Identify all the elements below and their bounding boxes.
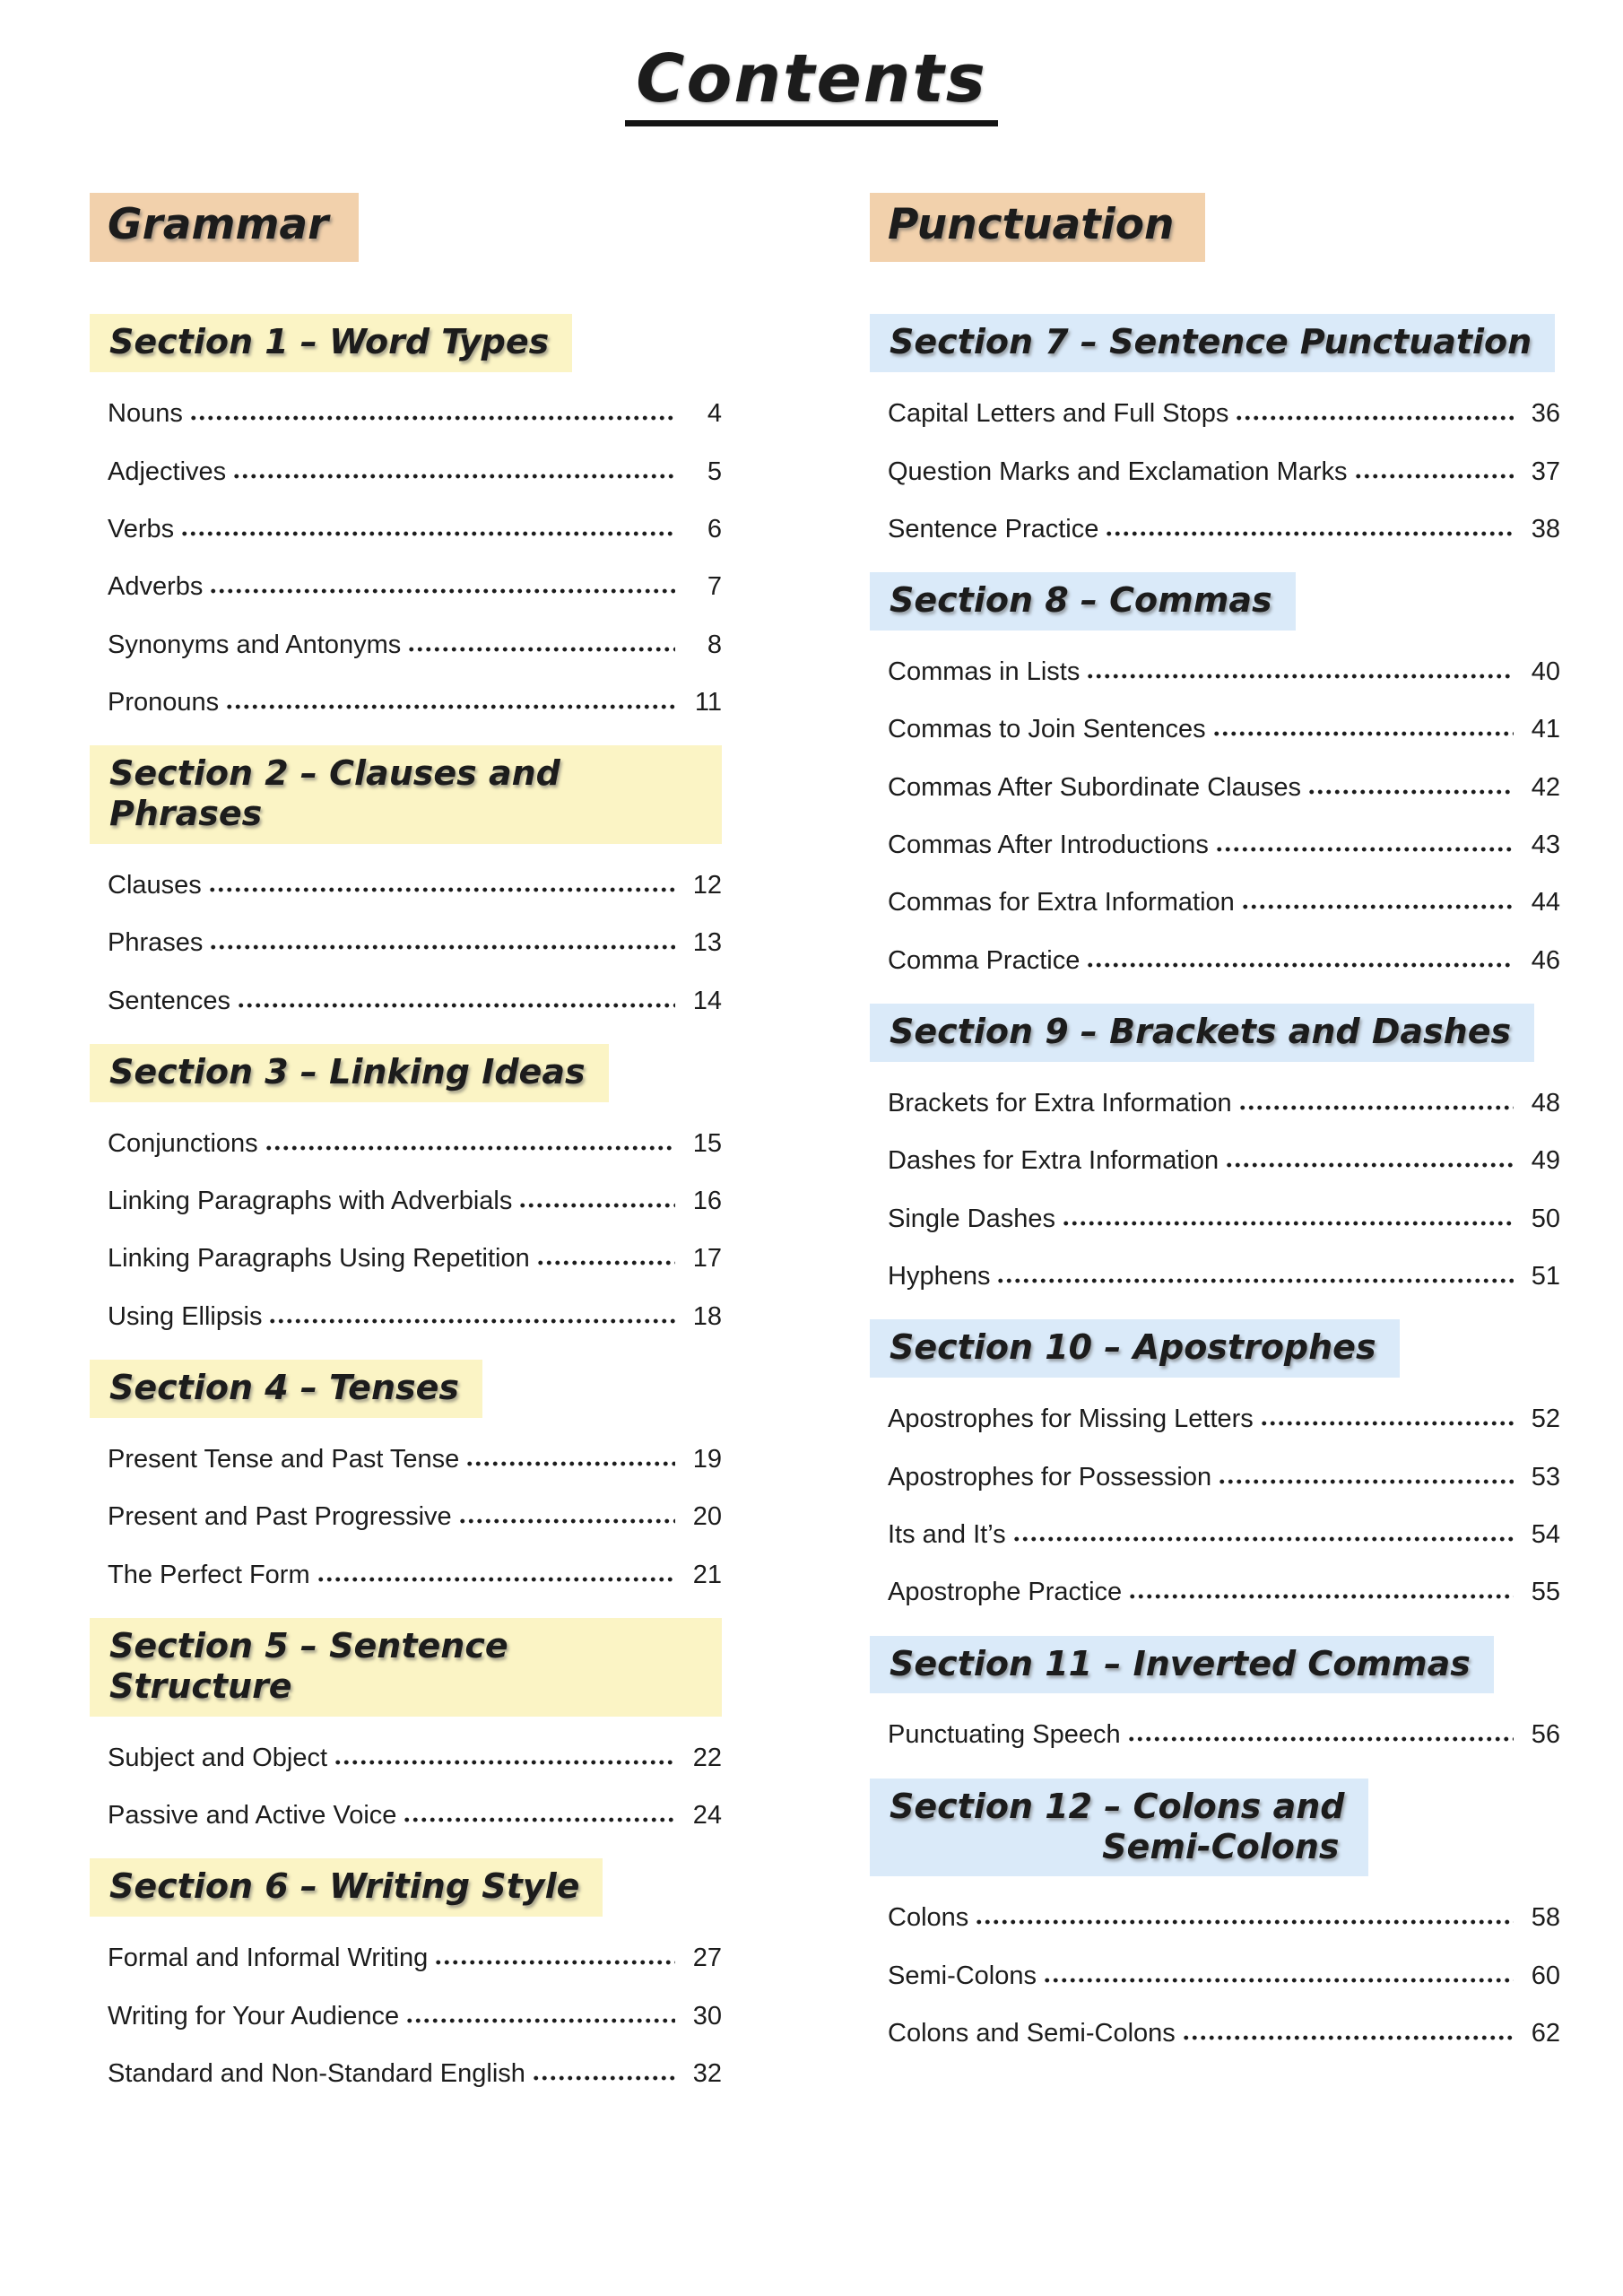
toc-entry <box>888 1903 1560 1933</box>
dotted-leader <box>434 1959 675 1966</box>
toc-entry-page: 53 <box>1531 1462 1560 1492</box>
dotted-leader <box>334 1759 675 1766</box>
dotted-leader <box>1225 1161 1514 1169</box>
toc-entry-page: 58 <box>1531 1903 1560 1933</box>
column-header-grammar: Grammar <box>90 193 359 263</box>
dotted-leader <box>1128 1593 1514 1600</box>
toc-entry <box>108 871 722 900</box>
toc-section <box>870 1319 1560 1607</box>
dotted-leader <box>1062 1220 1514 1227</box>
toc-entry-label: Commas in Lists <box>888 657 1081 687</box>
toc-entry <box>108 1944 722 1973</box>
section-heading <box>870 314 1555 372</box>
toc-entry-page: 62 <box>1531 2019 1560 2048</box>
toc-entry <box>888 773 1560 803</box>
toc-entry-page: 22 <box>692 1743 722 1772</box>
dotted-leader <box>407 646 675 653</box>
toc-entry-page: 50 <box>1531 1204 1560 1233</box>
dotted-leader <box>225 703 675 710</box>
section-heading-line1: Section 8 – Commas <box>890 580 1272 621</box>
toc-entry-label: Punctuating Speech <box>888 1720 1121 1750</box>
toc-entry-label: Colons and Semi-Colons <box>888 2019 1176 2048</box>
toc-entry <box>108 1244 722 1274</box>
section-entries <box>90 1744 722 1831</box>
section-entries <box>870 399 1560 544</box>
toc-section <box>870 314 1560 544</box>
section-heading-line1: Section 5 – Sentence Structure <box>109 1626 508 1706</box>
toc-entry-page: 6 <box>707 514 722 544</box>
toc-entry-label: Dashes for Extra Information <box>888 1146 1219 1176</box>
toc-entry-page: 14 <box>692 986 722 1015</box>
toc-column-punctuation <box>870 193 1560 2077</box>
section-heading <box>90 1360 482 1418</box>
toc-entry-label: Standard and Non-Standard English <box>108 2058 525 2088</box>
page-title: Contents <box>625 45 998 126</box>
toc-entry-page: 21 <box>692 1560 722 1589</box>
toc-entry <box>888 1089 1560 1118</box>
section-heading-line1: Section 9 – Brackets and Dashes <box>890 1012 1512 1052</box>
section-heading <box>870 1004 1534 1062</box>
dotted-leader <box>209 587 675 595</box>
toc-entry-page: 54 <box>1531 1519 1560 1549</box>
toc-entry-page: 52 <box>1531 1405 1560 1434</box>
toc-entry-page: 44 <box>1531 888 1560 918</box>
toc-entry <box>108 2002 722 2031</box>
section-heading-line1: Section 10 – Apostrophes <box>890 1327 1376 1368</box>
toc-entry-label: Its and It’s <box>888 1519 1006 1549</box>
dotted-leader <box>1235 414 1514 422</box>
dotted-leader <box>458 1518 675 1525</box>
dotted-leader <box>180 530 675 537</box>
section-heading-line1: Section 12 – Colons and <box>890 1786 1345 1826</box>
toc-entry-page: 36 <box>1531 399 1560 429</box>
toc-entry-label: Commas to Join Sentences <box>888 715 1206 744</box>
dotted-leader <box>996 1277 1514 1284</box>
toc-entry <box>888 657 1560 687</box>
toc-entry <box>888 1146 1560 1176</box>
dotted-leader <box>1012 1535 1514 1543</box>
toc-entry-page: 43 <box>1531 831 1560 860</box>
dotted-leader <box>518 1202 675 1209</box>
column-header-punctuation: Punctuation <box>870 193 1205 263</box>
section-heading-line2: Semi-Colons <box>1102 1826 1340 1866</box>
toc-entry-label: Commas for Extra Information <box>888 888 1235 918</box>
toc-entry <box>108 1801 722 1831</box>
dotted-leader <box>465 1460 675 1467</box>
toc-entry-page: 55 <box>1531 1578 1560 1607</box>
toc-entry-page: 56 <box>1531 1720 1560 1750</box>
toc-entry-page: 51 <box>1531 1261 1560 1291</box>
toc-entry-label: Conjunctions <box>108 1128 258 1158</box>
toc-section <box>90 745 722 1016</box>
toc-entry <box>888 2019 1560 2048</box>
toc-entry <box>888 831 1560 860</box>
section-heading <box>870 1319 1400 1378</box>
toc-entry <box>108 1744 722 1773</box>
section-heading-line1: Section 2 – Clauses and Phrases <box>109 753 560 834</box>
dotted-leader <box>536 1259 675 1266</box>
section-heading <box>870 1779 1368 1877</box>
toc-entry-label: Using Ellipsis <box>108 1301 263 1331</box>
section-entries <box>870 1405 1560 1607</box>
toc-entry <box>888 1205 1560 1234</box>
toc-entry <box>888 515 1560 544</box>
toc-entry-page: 41 <box>1531 715 1560 744</box>
toc-entry-label: Sentence Practice <box>888 514 1099 544</box>
title-wrap <box>0 0 1623 126</box>
section-entries <box>870 1089 1560 1292</box>
toc-entry <box>108 1445 722 1474</box>
toc-entry-page: 15 <box>692 1128 722 1158</box>
toc-entry-label: Present Tense and Past Tense <box>108 1444 460 1474</box>
toc-entry-page: 49 <box>1531 1146 1560 1176</box>
dotted-leader <box>1241 903 1514 910</box>
toc-entry-label: Phrases <box>108 928 204 958</box>
toc-entry-label: Question Marks and Exclamation Marks <box>888 457 1348 486</box>
section-entries <box>90 1129 722 1332</box>
dotted-leader <box>403 1816 675 1823</box>
toc-entry-label: Synonyms and Antonyms <box>108 630 402 659</box>
toc-entry-label: Passive and Active Voice <box>108 1801 397 1831</box>
toc-entry-label: Capital Letters and Full Stops <box>888 399 1229 429</box>
section-heading-line1: Section 11 – Inverted Commas <box>890 1643 1471 1683</box>
section-heading-line1: Section 6 – Writing Style <box>109 1866 580 1907</box>
toc-entry <box>888 715 1560 744</box>
toc-entry <box>108 987 722 1016</box>
section-heading <box>90 314 572 372</box>
toc-entry-page: 27 <box>692 1944 722 1973</box>
toc-entry-page: 13 <box>692 928 722 958</box>
toc-entry <box>108 928 722 958</box>
toc-entry <box>888 1463 1560 1492</box>
section-entries <box>90 399 722 718</box>
toc-entry-label: Linking Paragraphs with Adverbials <box>108 1187 513 1216</box>
dotted-leader <box>1215 846 1514 853</box>
toc-entry-label: Nouns <box>108 399 183 429</box>
toc-entry-page: 5 <box>707 457 722 486</box>
toc-entry-label: Writing for Your Audience <box>108 2001 400 2031</box>
toc-section <box>90 1618 722 1831</box>
dotted-leader <box>209 944 675 951</box>
toc-entry-label: Apostrophe Practice <box>888 1578 1123 1607</box>
toc-column-grammar <box>90 193 722 2118</box>
toc-entry-page: 20 <box>692 1502 722 1532</box>
toc-entry-page: 40 <box>1531 657 1560 687</box>
toc-entry-page: 46 <box>1531 945 1560 975</box>
toc-entry <box>108 688 722 718</box>
column-sections <box>870 314 1560 2048</box>
toc-entry <box>888 457 1560 487</box>
dotted-leader <box>1354 473 1514 480</box>
section-heading <box>90 1044 609 1102</box>
dotted-leader <box>405 2017 675 2024</box>
toc-entry-page: 30 <box>692 2001 722 2031</box>
toc-entry <box>888 399 1560 429</box>
toc-entry <box>108 457 722 487</box>
dotted-leader <box>237 1002 675 1009</box>
toc-entry <box>888 1520 1560 1550</box>
toc-entry <box>888 1405 1560 1434</box>
toc-entry-label: Verbs <box>108 514 175 544</box>
dotted-leader <box>265 1144 675 1152</box>
toc-entry-label: Commas After Subordinate Clauses <box>888 772 1301 802</box>
section-entries <box>870 1903 1560 2048</box>
toc-entry-label: Apostrophes for Possession <box>888 1462 1212 1492</box>
toc-entry <box>888 888 1560 918</box>
dotted-leader <box>1238 1104 1514 1111</box>
toc-entry-label: Brackets for Extra Information <box>888 1088 1232 1118</box>
toc-entry <box>108 631 722 660</box>
toc-entry-label: Single Dashes <box>888 1204 1055 1233</box>
section-entries <box>90 1445 722 1590</box>
dotted-leader <box>317 1576 675 1583</box>
dotted-leader <box>1086 673 1514 680</box>
dotted-leader <box>208 886 675 893</box>
dotted-leader <box>1105 530 1514 537</box>
dotted-leader <box>1127 1735 1514 1743</box>
columns <box>0 126 1623 2118</box>
section-heading <box>90 1858 603 1917</box>
toc-entry-page: 24 <box>692 1801 722 1831</box>
toc-entry <box>888 1262 1560 1292</box>
toc-entry <box>108 1302 722 1332</box>
toc-entry-page: 42 <box>1531 772 1560 802</box>
toc-section <box>90 314 722 718</box>
toc-entry-label: Colons <box>888 1903 969 1933</box>
toc-entry <box>108 1502 722 1532</box>
toc-entry-label: Sentences <box>108 986 231 1015</box>
toc-entry-page: 37 <box>1531 457 1560 486</box>
section-entries <box>870 657 1560 976</box>
toc-entry-page: 11 <box>694 687 722 717</box>
dotted-leader <box>1182 2034 1514 2041</box>
section-entries <box>90 871 722 1016</box>
toc-entry-label: Clauses <box>108 870 202 900</box>
toc-entry <box>888 946 1560 976</box>
section-entries <box>870 1720 1560 1750</box>
toc-section <box>870 1636 1560 1751</box>
toc-entry-page: 12 <box>692 870 722 900</box>
section-heading <box>870 572 1296 631</box>
toc-entry-label: Apostrophes for Missing Letters <box>888 1405 1254 1434</box>
toc-entry-label: The Perfect Form <box>108 1560 310 1589</box>
toc-entry <box>108 1129 722 1159</box>
toc-entry-page: 19 <box>692 1444 722 1474</box>
toc-entry-label: Linking Paragraphs Using Repetition <box>108 1244 530 1274</box>
toc-entry-label: Subject and Object <box>108 1743 328 1772</box>
toc-entry-page: 18 <box>692 1301 722 1331</box>
toc-entry-label: Comma Practice <box>888 945 1081 975</box>
dotted-leader <box>975 1918 1514 1926</box>
toc-entry-page: 32 <box>692 2058 722 2088</box>
toc-section <box>870 572 1560 976</box>
toc-entry-page: 16 <box>692 1187 722 1216</box>
toc-section <box>90 1044 722 1332</box>
toc-entry <box>108 515 722 544</box>
toc-entry <box>108 2059 722 2089</box>
section-heading <box>90 1618 722 1717</box>
toc-entry <box>108 1561 722 1590</box>
toc-section <box>870 1004 1560 1292</box>
toc-section <box>870 1779 1560 2049</box>
section-heading-line1: Section 3 – Linking Ideas <box>109 1051 586 1091</box>
dotted-leader <box>1043 1977 1514 1984</box>
dotted-leader <box>1086 961 1514 969</box>
toc-entry-label: Commas After Introductions <box>888 831 1209 860</box>
dotted-leader <box>1218 1478 1514 1485</box>
dotted-leader <box>1307 788 1514 796</box>
toc-section <box>90 1858 722 2089</box>
dotted-leader <box>268 1318 675 1325</box>
toc-entry-page: 4 <box>707 399 722 429</box>
toc-entry-page: 8 <box>707 630 722 659</box>
dotted-leader <box>1212 730 1514 737</box>
section-heading-line1: Section 7 – Sentence Punctuation <box>890 322 1532 362</box>
toc-entry-page: 60 <box>1531 1961 1560 1990</box>
toc-entry-label: Present and Past Progressive <box>108 1502 452 1532</box>
dotted-leader <box>532 2074 675 2082</box>
toc-entry-page: 17 <box>692 1244 722 1274</box>
section-entries <box>90 1944 722 2089</box>
column-sections <box>90 314 722 2089</box>
section-heading-line1: Section 1 – Word Types <box>109 322 550 362</box>
toc-entry-label: Pronouns <box>108 687 220 717</box>
toc-entry-label: Semi-Colons <box>888 1961 1037 1990</box>
toc-entry-label: Hyphens <box>888 1261 991 1291</box>
toc-entry-page: 7 <box>707 572 722 602</box>
dotted-leader <box>232 473 675 480</box>
section-heading <box>870 1636 1494 1694</box>
toc-entry <box>888 1578 1560 1607</box>
toc-entry-page: 48 <box>1531 1088 1560 1118</box>
toc-entry-label: Adverbs <box>108 572 204 602</box>
toc-section <box>90 1360 722 1590</box>
toc-entry <box>108 399 722 429</box>
toc-entry-label: Formal and Informal Writing <box>108 1944 429 1973</box>
toc-entry-label: Adjectives <box>108 457 227 486</box>
section-heading-line1: Section 4 – Tenses <box>109 1368 460 1408</box>
dotted-leader <box>1260 1420 1514 1427</box>
section-heading <box>90 745 722 844</box>
dotted-leader <box>189 414 675 422</box>
toc-entry-page: 38 <box>1531 514 1560 544</box>
toc-entry <box>108 572 722 602</box>
toc-entry <box>888 1961 1560 1991</box>
toc-entry <box>888 1720 1560 1750</box>
toc-entry <box>108 1187 722 1216</box>
